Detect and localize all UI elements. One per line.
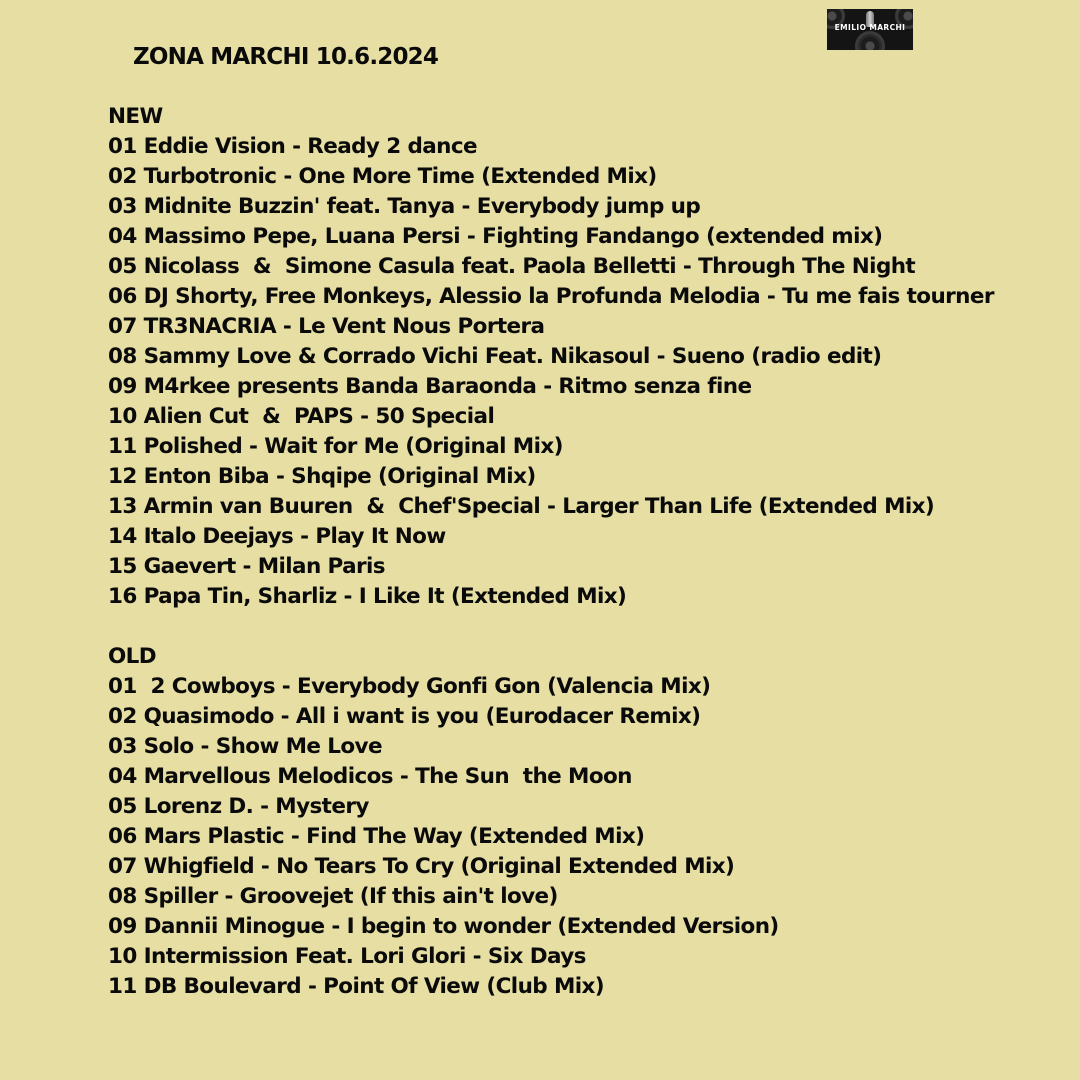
track-line: 05 Nicolass & Simone Casula feat. Paola Belletti - Through The Night [108,254,916,279]
track-line: 02 Quasimodo - All i want is you (Eurodacer Remix) [108,704,701,729]
track-line: 03 Midnite Buzzin' feat. Tanya - Everybody jump up [108,194,701,219]
track-line: 07 TR3NACRIA - Le Vent Nous Portera [108,314,545,339]
track-line: 06 Mars Plastic - Find The Way (Extended Mix) [108,824,645,849]
speaker-icon [855,31,885,50]
page-title: ZONA MARCHI 10.6.2024 [133,44,439,70]
track-line: 07 Whigfield - No Tears To Cry (Original Extended Mix) [108,854,735,879]
emilio-marchi-logo [827,9,913,50]
track-line: 13 Armin van Buuren & Chef'Special - Larger Than Life (Extended Mix) [108,494,935,519]
track-line: 08 Sammy Love & Corrado Vichi Feat. Nikasoul - Sueno (radio edit) [108,344,882,369]
track-line: 12 Enton Biba - Shqipe (Original Mix) [108,464,536,489]
section-heading-new: NEW [108,104,163,129]
track-line: 01 Eddie Vision - Ready 2 dance [108,134,477,159]
track-line: 06 DJ Shorty, Free Monkeys, Alessio la Profunda Melodia - Tu me fais tourner [108,284,994,309]
track-line: 15 Gaevert - Milan Paris [108,554,386,579]
track-line: 08 Spiller - Groovejet (If this ain't love) [108,884,558,909]
track-line: 16 Papa Tin, Sharliz - I Like It (Extended Mix) [108,584,627,609]
track-line: 10 Alien Cut & PAPS - 50 Special [108,404,495,429]
old-tracks-section [108,642,779,1002]
track-line: 09 M4rkee presents Banda Baraonda - Ritmo senza fine [108,374,752,399]
track-line: 11 Polished - Wait for Me (Original Mix) [108,434,563,459]
track-line: 11 DB Boulevard - Point Of View (Club Mix) [108,974,605,999]
track-line: 14 Italo Deejays - Play It Now [108,524,446,549]
section-heading-old: OLD [108,644,157,669]
track-line: 01 2 Cowboys - Everybody Gonfi Gon (Valencia Mix) [108,674,711,699]
logo-text: EMILIO MARCHI [834,23,906,32]
track-line: 03 Solo - Show Me Love [108,734,382,759]
track-line: 02 Turbotronic - One More Time (Extended Mix) [108,164,657,189]
new-tracks-section [108,102,994,612]
track-line: 05 Lorenz D. - Mystery [108,794,369,819]
track-line: 09 Dannii Minogue - I begin to wonder (Extended Version) [108,914,779,939]
track-line: 04 Marvellous Melodicos - The Sun the Moon [108,764,632,789]
track-line: 04 Massimo Pepe, Luana Persi - Fighting Fandango (extended mix) [108,224,883,249]
track-line: 10 Intermission Feat. Lori Glori - Six Days [108,944,586,969]
